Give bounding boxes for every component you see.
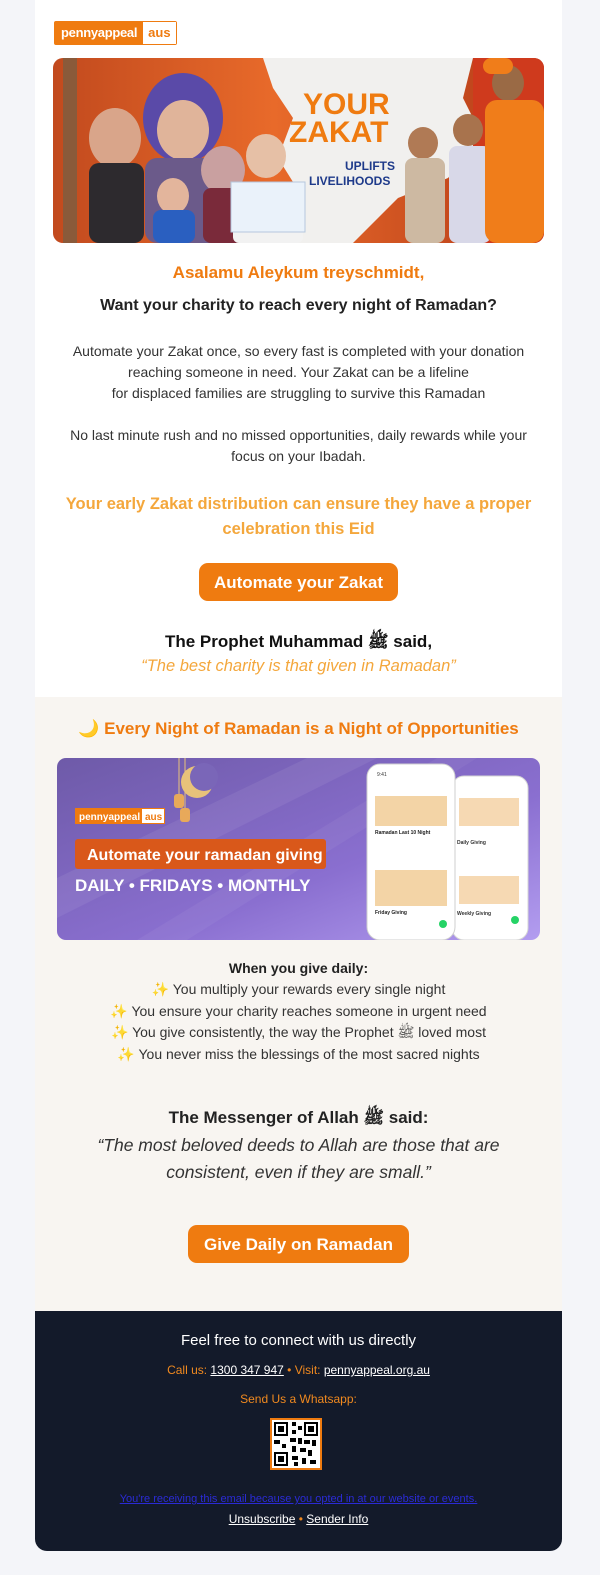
footer [35,1311,562,1551]
give-daily-button[interactable]: Give Daily on Ramadan [188,1225,409,1263]
benefit-item: ✨ You multiply your rewards every single night [151,981,446,997]
unsubscribe-row [35,1512,562,1526]
qr-pattern [272,1420,320,1468]
messenger-said-heading: The Messenger of Allah ﷺ said: [168,1108,429,1127]
no-rush-line2: focus on your Ibadah. [231,448,366,464]
early-zakat-highlight: Your early Zakat distribution can ensure they have a proper celebration this Eid [65,495,532,538]
nights-heading: 🌙 Every Night of Ramadan is a Night of Opportunities [78,719,519,738]
logo-suffix-text: aus [143,22,175,44]
intro-line1: Automate your Zakat once, so every fast is completed with your donation [72,343,525,359]
intro-line3: for displaced families are struggling to survive this Ramadan [111,385,486,401]
hero-line4: LIVELIHOODS [309,174,391,188]
phone-time: 9:41 [377,772,387,778]
banner-tagline: Automate your ramadan giving [87,847,323,864]
intro-line2: reaching someone in need. Your Zakat can be a lifeline [128,364,469,380]
banner-logo-suffix: aus [145,812,163,823]
hero-banner-image[interactable] [53,58,544,243]
banner-schedule: DAILY • FRIDAYS • MONTHLY [75,876,311,895]
whatsapp-qr-code-icon[interactable] [270,1418,322,1470]
phone2-card2: Weekly Giving [457,911,492,917]
pennyappeal-logo[interactable] [54,21,177,45]
unsubscribe-link[interactable]: Unsubscribe [228,1512,296,1526]
benefits-list [35,979,562,1065]
whatsapp-label: Send Us a Whatsapp: [240,1392,357,1406]
hero-illustration [53,58,544,243]
hero-line2: ZAKAT [289,116,389,149]
ramadan-question: Want your charity to reach every night of Ramadan? [100,297,497,314]
banner-logo-main: pennyappeal [79,812,141,823]
messenger-quote: “The most beloved deeds to Allah are those that are consistent, even if they are small.” [97,1135,500,1182]
automate-ramadan-banner[interactable] [57,758,540,940]
prophet-said-heading: The Prophet Muhammad ﷺ said, [164,632,433,651]
phone2-card1: Daily Giving [457,840,486,846]
banner-illustration [57,758,540,940]
visit-label: Visit: [294,1363,324,1377]
contact-row [35,1363,562,1377]
phone-link[interactable]: 1300 347 947 [210,1363,284,1377]
intro-paragraph [35,341,562,404]
connect-heading: Feel free to connect with us directly [180,1332,417,1349]
hero-line3: UPLIFTS [345,159,395,173]
website-link[interactable]: pennyappeal.org.au [323,1363,430,1377]
automate-zakat-button[interactable]: Automate your Zakat [199,563,398,601]
hero-line1: YOUR [303,88,390,121]
give-daily-title: When you give daily: [228,960,369,976]
footer-dot: • [295,1512,307,1526]
logo-main-text: pennyappeal [55,22,143,44]
call-label: Call us: [167,1363,211,1377]
prophet-quote: “The best charity is that given in Ramadan” [141,657,456,675]
sender-info-link[interactable]: Sender Info [306,1512,369,1526]
benefit-item: ✨ You ensure your charity reaches someone in urgent need [110,1002,487,1019]
phone1-card2: Friday Giving [375,910,407,916]
no-rush-line1: No last minute rush and no missed opportunities, daily rewards while your [70,427,527,443]
no-rush-paragraph [35,425,562,467]
phone1-card1: Ramadan Last 10 Night [375,830,431,836]
benefit-item: ✨ You never miss the blessings of the most sacred nights [117,1045,480,1062]
greeting-heading: Asalamu Aleykum treyschmidt, [172,263,425,282]
optin-notice-link[interactable]: You're receiving this email because you opted in at our website or events. [119,1493,478,1505]
benefit-item: ✨ You give consistently, the way the Prophet ﷺ loved most [111,1024,486,1040]
contact-separator: • [283,1363,295,1377]
